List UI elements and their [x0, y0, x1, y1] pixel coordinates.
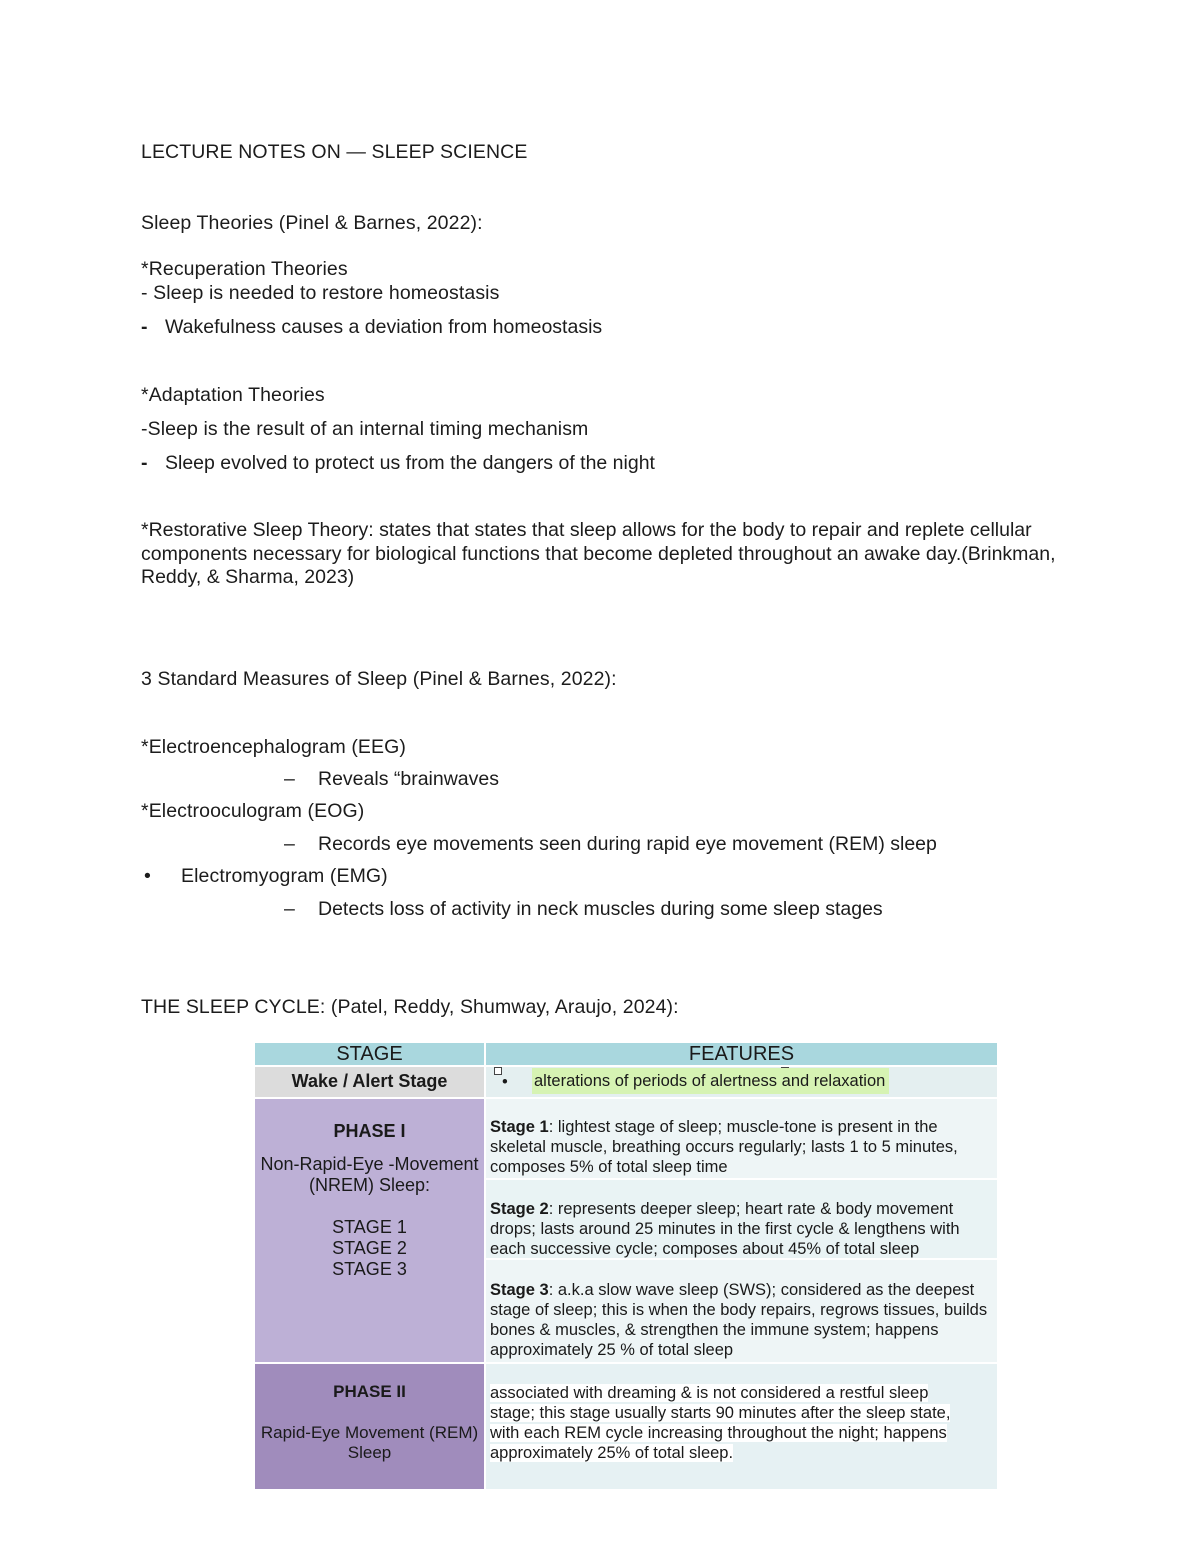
phase-2-name-line-1: Rapid-Eye Movement (REM): [260, 1423, 479, 1442]
stage-1-feature-cell: [486, 1099, 997, 1178]
phase-1-stage-1: STAGE 1: [332, 1217, 407, 1237]
restorative-theory-paragraph: *Restorative Sleep Theory: states that states that sleep allows for the body to repair and replete cellular components necessary for biological functions that become depleted throughout an awake day.(Brinkman, Reddy, & Sharma, 2023): [141, 519, 1056, 588]
dash-marker: –: [284, 768, 295, 790]
eog-detail-text: Records eye movements seen during rapid eye movement (REM) sleep: [318, 833, 937, 855]
adaptation-point-2-text: Sleep evolved to protect us from the dangers of the night: [165, 452, 655, 474]
phase-2-name-line-2: Sleep: [347, 1443, 392, 1462]
recuperation-title: *Recuperation Theories: [141, 258, 348, 280]
phase-1-name-line-2: (NREM) Sleep:: [308, 1175, 431, 1195]
phase-2-feature-cell: [486, 1364, 997, 1489]
phase-1-stage-3: STAGE 3: [332, 1259, 407, 1279]
emg-detail: [284, 897, 883, 921]
emg-detail-text: Detects loss of activity in neck muscles during some sleep stages: [318, 898, 883, 920]
dash-marker: -: [141, 452, 148, 474]
eog-label: *Electrooculogram (EOG): [141, 800, 365, 822]
dash-marker: -: [141, 316, 148, 338]
stage-2-feature-cell: [486, 1180, 997, 1258]
adaptation-point-2: [141, 451, 655, 475]
header-stage: STAGE: [255, 1043, 484, 1065]
stage-3-feature-cell: [486, 1260, 997, 1362]
phase-2-feature-text: associated with dreaming & is not considered a restful sleep stage; this stage usually starts 90 minutes after the sleep state, with each REM cycle increasing throughout the night; happens approximately 25% of total sleep.: [490, 1384, 951, 1462]
wake-feature-cell: [486, 1067, 997, 1097]
stage-2-label: Stage 2: [490, 1200, 549, 1218]
wake-feature-text: alterations of periods of alertness and relaxation: [532, 1068, 889, 1094]
phase-2-title: PHASE II: [333, 1382, 406, 1401]
recuperation-point-2: [141, 315, 602, 339]
eeg-detail: [284, 767, 499, 791]
bullet-marker: •: [144, 865, 151, 887]
eeg-detail-text: Reveals “brainwaves: [318, 768, 499, 790]
eog-detail: [284, 832, 937, 856]
phase-1-title: PHASE I: [333, 1121, 406, 1141]
header-features: FEATURES: [486, 1043, 997, 1065]
recuperation-point-1: - Sleep is needed to restore homeostasis: [141, 282, 500, 304]
resize-handle-icon: [494, 1067, 502, 1075]
sleep-theories-heading: Sleep Theories (Pinel & Barnes, 2022):: [141, 212, 483, 234]
sleep-cycle-heading: THE SLEEP CYCLE: (Patel, Reddy, Shumway, Araujo, 2024):: [141, 996, 679, 1018]
adaptation-title: *Adaptation Theories: [141, 384, 325, 406]
phase-1-name-line-1: Non-Rapid-Eye -Movement: [260, 1154, 479, 1174]
emg-item: [141, 864, 388, 888]
dash-marker: –: [284, 898, 295, 920]
eeg-label: *Electroencephalogram (EEG): [141, 736, 406, 758]
wake-bullet: •: [502, 1073, 508, 1091]
sleep-cycle-table: [255, 1043, 997, 1489]
emg-label: Electromyogram (EMG): [181, 865, 388, 887]
phase-2-cell: [255, 1364, 484, 1489]
stage-1-text: : lightest stage of sleep; muscle-tone is present in the skeletal muscle, breathing occurs regularly; lasts 1 to 5 minutes, composes 5% of total sleep time: [490, 1118, 958, 1176]
phase-1-stage-2: STAGE 2: [332, 1238, 407, 1258]
stage-2-text: : represents deeper sleep; heart rate & body movement drops; lasts around 25 minutes in the first cycle & lengthens with each successive cycle; composes about 45% of total sleep: [490, 1200, 960, 1258]
adaptation-point-1: -Sleep is the result of an internal timing mechanism: [141, 418, 589, 440]
dash-marker: –: [284, 833, 295, 855]
recuperation-point-2-text: Wakefulness causes a deviation from homeostasis: [165, 316, 603, 338]
measures-heading: 3 Standard Measures of Sleep (Pinel & Barnes, 2022):: [141, 668, 617, 690]
phase-1-cell: [255, 1099, 484, 1362]
document-title: LECTURE NOTES ON — SLEEP SCIENCE: [141, 141, 528, 163]
stage-1-label: Stage 1: [490, 1118, 549, 1136]
stage-3-label: Stage 3: [490, 1281, 549, 1299]
stage-3-text: : a.k.a slow wave sleep (SWS); considered as the deepest stage of sleep; this is when the body repairs, regrows tissues, builds bones & muscles, & strengthen the immune system; happens approximately 25 % of total sleep: [490, 1281, 988, 1359]
wake-stage-cell: Wake / Alert Stage: [255, 1067, 484, 1097]
